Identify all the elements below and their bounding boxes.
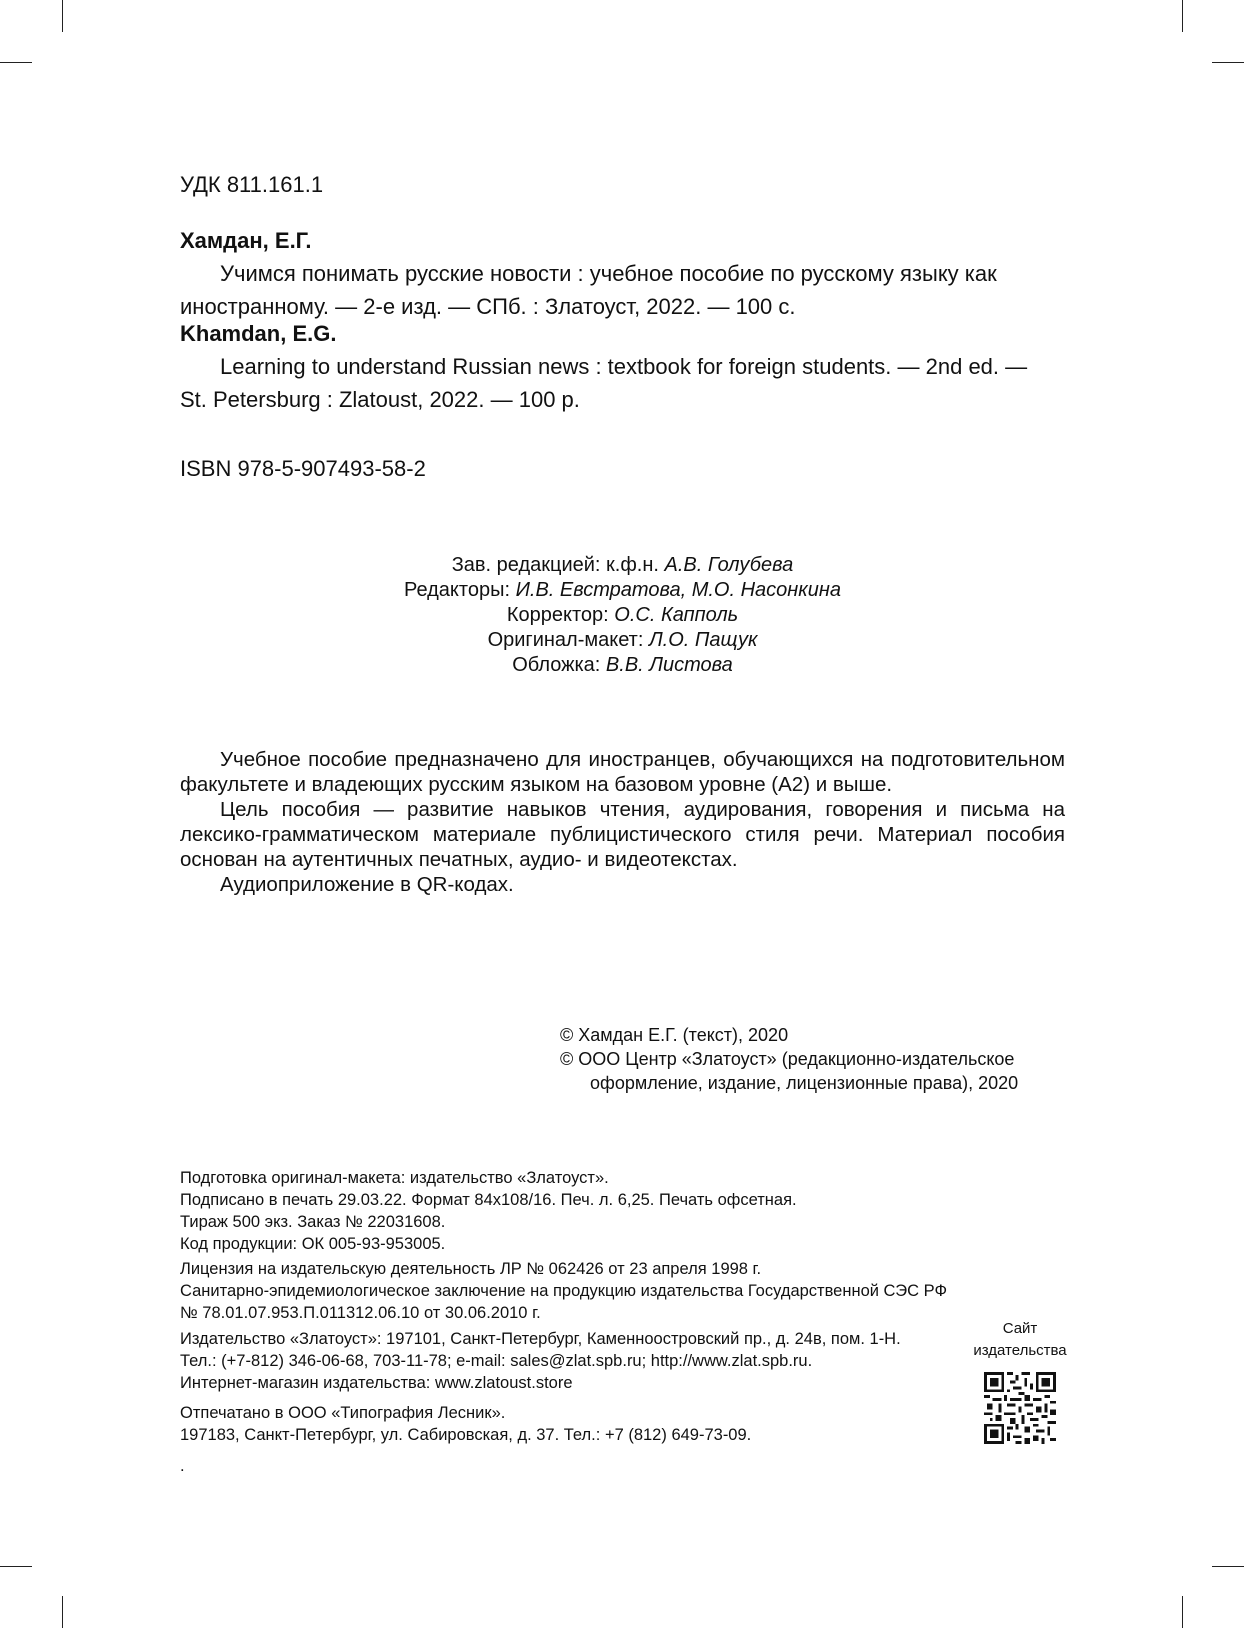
crop-mark-top-left-v bbox=[62, 0, 63, 32]
qr-caption-line-1: Сайт bbox=[1002, 1320, 1038, 1337]
ru-title-line-2: иностранному. — 2-е изд. — СПб. : Златоуст, 2022. — 100 с. bbox=[180, 294, 796, 319]
imprint-line: Подписано в печать 29.03.22. Формат 84х108/16. Печ. л. 6,25. Печать офсетная. bbox=[180, 1191, 797, 1209]
copyright-block bbox=[560, 1023, 1080, 1095]
qr-caption bbox=[965, 1318, 1075, 1362]
trailing-dot: . bbox=[180, 1457, 185, 1475]
copyright-line-2: © ООО Центр «Златоуст» (редакционно-издательское bbox=[560, 1049, 1015, 1069]
credits-block bbox=[180, 553, 1065, 678]
imprint-line: Лицензия на издательскую деятельность ЛР № 062426 от 23 апреля 1998 г. bbox=[180, 1260, 762, 1278]
udk-code: УДК 811.161.1 bbox=[180, 172, 324, 197]
isbn: ISBN 978-5-907493-58-2 bbox=[180, 456, 426, 481]
en-author: Khamdan, E.G. bbox=[180, 321, 337, 346]
annotation-paragraph-1: Учебное пособие предназначено для иностранцев, обучающихся на подготовительном факультете и владеющих русским языком на базовом уровне (А2) и выше. bbox=[180, 748, 1065, 796]
crop-mark-bottom-right-h bbox=[1212, 1566, 1244, 1567]
imprint-line: № 78.01.07.953.П.011312.06.10 от 30.06.2010 г. bbox=[180, 1304, 541, 1322]
ru-title-line-1: Учимся понимать русские новости : учебное пособие по русскому языку как bbox=[220, 261, 997, 286]
credit-line: Зав. редакцией: к.ф.н. А.В. Голубева bbox=[451, 554, 794, 576]
credit-line: Оригинал-макет: Л.О. Пащук bbox=[487, 629, 758, 651]
credit-line: Корректор: О.С. Капполь bbox=[506, 604, 739, 626]
annotation bbox=[180, 747, 1065, 897]
crop-mark-bottom-left-h bbox=[0, 1566, 32, 1567]
printer-address: 197183, Санкт-Петербург, ул. Сабировская, д. 37. Тел.: +7 (812) 649-73-09. bbox=[180, 1426, 752, 1444]
credit-line: Редакторы: И.В. Евстратова, М.О. Насонкина bbox=[403, 579, 841, 601]
printer-name: Отпечатано в ООО «Типография Лесник». bbox=[180, 1404, 506, 1422]
imprint-block-4 bbox=[180, 1402, 1065, 1446]
imprint-line: Санитарно-эпидемиологическое заключение на продукцию издательства Государственной СЭС РФ bbox=[180, 1282, 948, 1300]
annotation-paragraph-2: Цель пособия — развитие навыков чтения, аудирования, говорения и письма на лексико-грамматическом материале публицистического стиля речи. Материал пособия основан на аутентичных печатных, аудио- и видеотекстах. bbox=[180, 798, 1065, 871]
ru-bibliographic-entry bbox=[180, 224, 1065, 323]
annotation-paragraph-3: Аудиоприложение в QR-кодах. bbox=[220, 873, 514, 896]
imprint-block-1 bbox=[180, 1167, 1065, 1255]
imprint-line: Подготовка оригинал-макета: издательство «Златоуст». bbox=[180, 1169, 609, 1187]
ru-author: Хамдан, Е.Г. bbox=[180, 228, 312, 253]
imprint-block-2 bbox=[180, 1258, 1065, 1324]
imprint-block-3 bbox=[180, 1328, 960, 1394]
credit-line: Обложка: В.В. Листова bbox=[512, 654, 733, 676]
crop-mark-top-right-h bbox=[1212, 62, 1244, 63]
publisher-address: Издательство «Златоуст»: 197101, Санкт-Петербург, Каменноостровский пр., д. 24в, пом. 1-Н. bbox=[180, 1330, 901, 1348]
en-title-line-1: Learning to understand Russian news : textbook for foreign students. — 2nd ed. — bbox=[220, 354, 1028, 379]
qr-code-icon[interactable] bbox=[984, 1372, 1056, 1444]
copyright-line-1: © Хамдан Е.Г. (текст), 2020 bbox=[560, 1025, 789, 1045]
qr-caption-line-2: издательства bbox=[973, 1342, 1067, 1359]
en-title-line-2: St. Petersburg : Zlatoust, 2022. — 100 p. bbox=[180, 387, 580, 412]
crop-mark-top-right-v bbox=[1182, 0, 1183, 32]
publisher-store: Интернет-магазин издательства: www.zlatoust.store bbox=[180, 1374, 573, 1392]
copyright-line-3: оформление, издание, лицензионные права), 2020 bbox=[590, 1073, 1019, 1093]
imprint-line: Тираж 500 экз. Заказ № 22031608. bbox=[180, 1213, 446, 1231]
crop-mark-top-left-h bbox=[0, 62, 32, 63]
en-bibliographic-entry bbox=[180, 317, 1065, 416]
crop-mark-bottom-right-v bbox=[1182, 1596, 1183, 1628]
imprint-line: Код продукции: ОК 005-93-953005. bbox=[180, 1235, 446, 1253]
publisher-contacts: Тел.: (+7-812) 346-06-68, 703-11-78; e-mail: sales@zlat.spb.ru; http://www.zlat.spb.ru. bbox=[180, 1352, 813, 1370]
crop-mark-bottom-left-v bbox=[62, 1596, 63, 1628]
